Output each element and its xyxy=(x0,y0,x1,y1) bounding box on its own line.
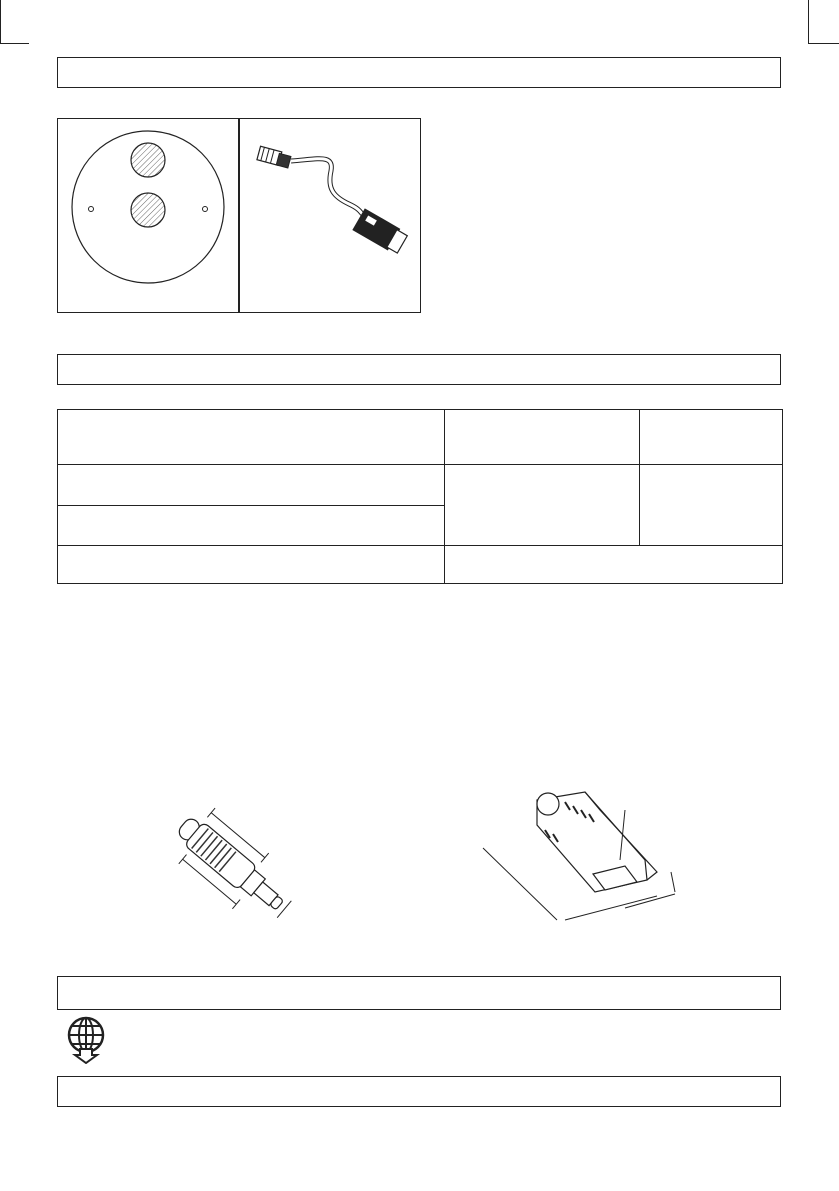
section-header-4 xyxy=(57,1076,781,1107)
crop-mark-left xyxy=(0,0,1,44)
table-cell xyxy=(639,465,782,546)
table-header-cell xyxy=(58,410,445,465)
table-cell xyxy=(444,546,782,584)
jack-plug-dimension-illustration xyxy=(160,795,310,940)
crop-mark-right xyxy=(808,0,809,44)
table-header-cell xyxy=(639,410,782,465)
figure-ethernet-cable xyxy=(238,118,421,313)
crop-mark-right-horizontal xyxy=(808,43,839,44)
table-cell xyxy=(58,465,445,506)
section-header-3 xyxy=(57,976,781,1010)
section-header-1 xyxy=(57,57,781,88)
globe-download-icon[interactable] xyxy=(65,1016,107,1064)
spec-table xyxy=(57,409,783,584)
crop-mark-left-horizontal xyxy=(0,43,29,44)
table-row xyxy=(58,465,783,506)
ethernet-cable-illustration xyxy=(239,119,420,311)
table-cell xyxy=(58,546,445,584)
section-header-2 xyxy=(57,354,781,385)
table-row xyxy=(58,410,783,465)
table-cell xyxy=(58,506,445,546)
rj45-connector-dimension-illustration xyxy=(475,780,690,930)
table-cell xyxy=(444,465,639,546)
mount-plate-illustration xyxy=(58,119,239,311)
table-header-cell xyxy=(444,410,639,465)
figure-mount-plate xyxy=(57,118,240,313)
table-row xyxy=(58,546,783,584)
